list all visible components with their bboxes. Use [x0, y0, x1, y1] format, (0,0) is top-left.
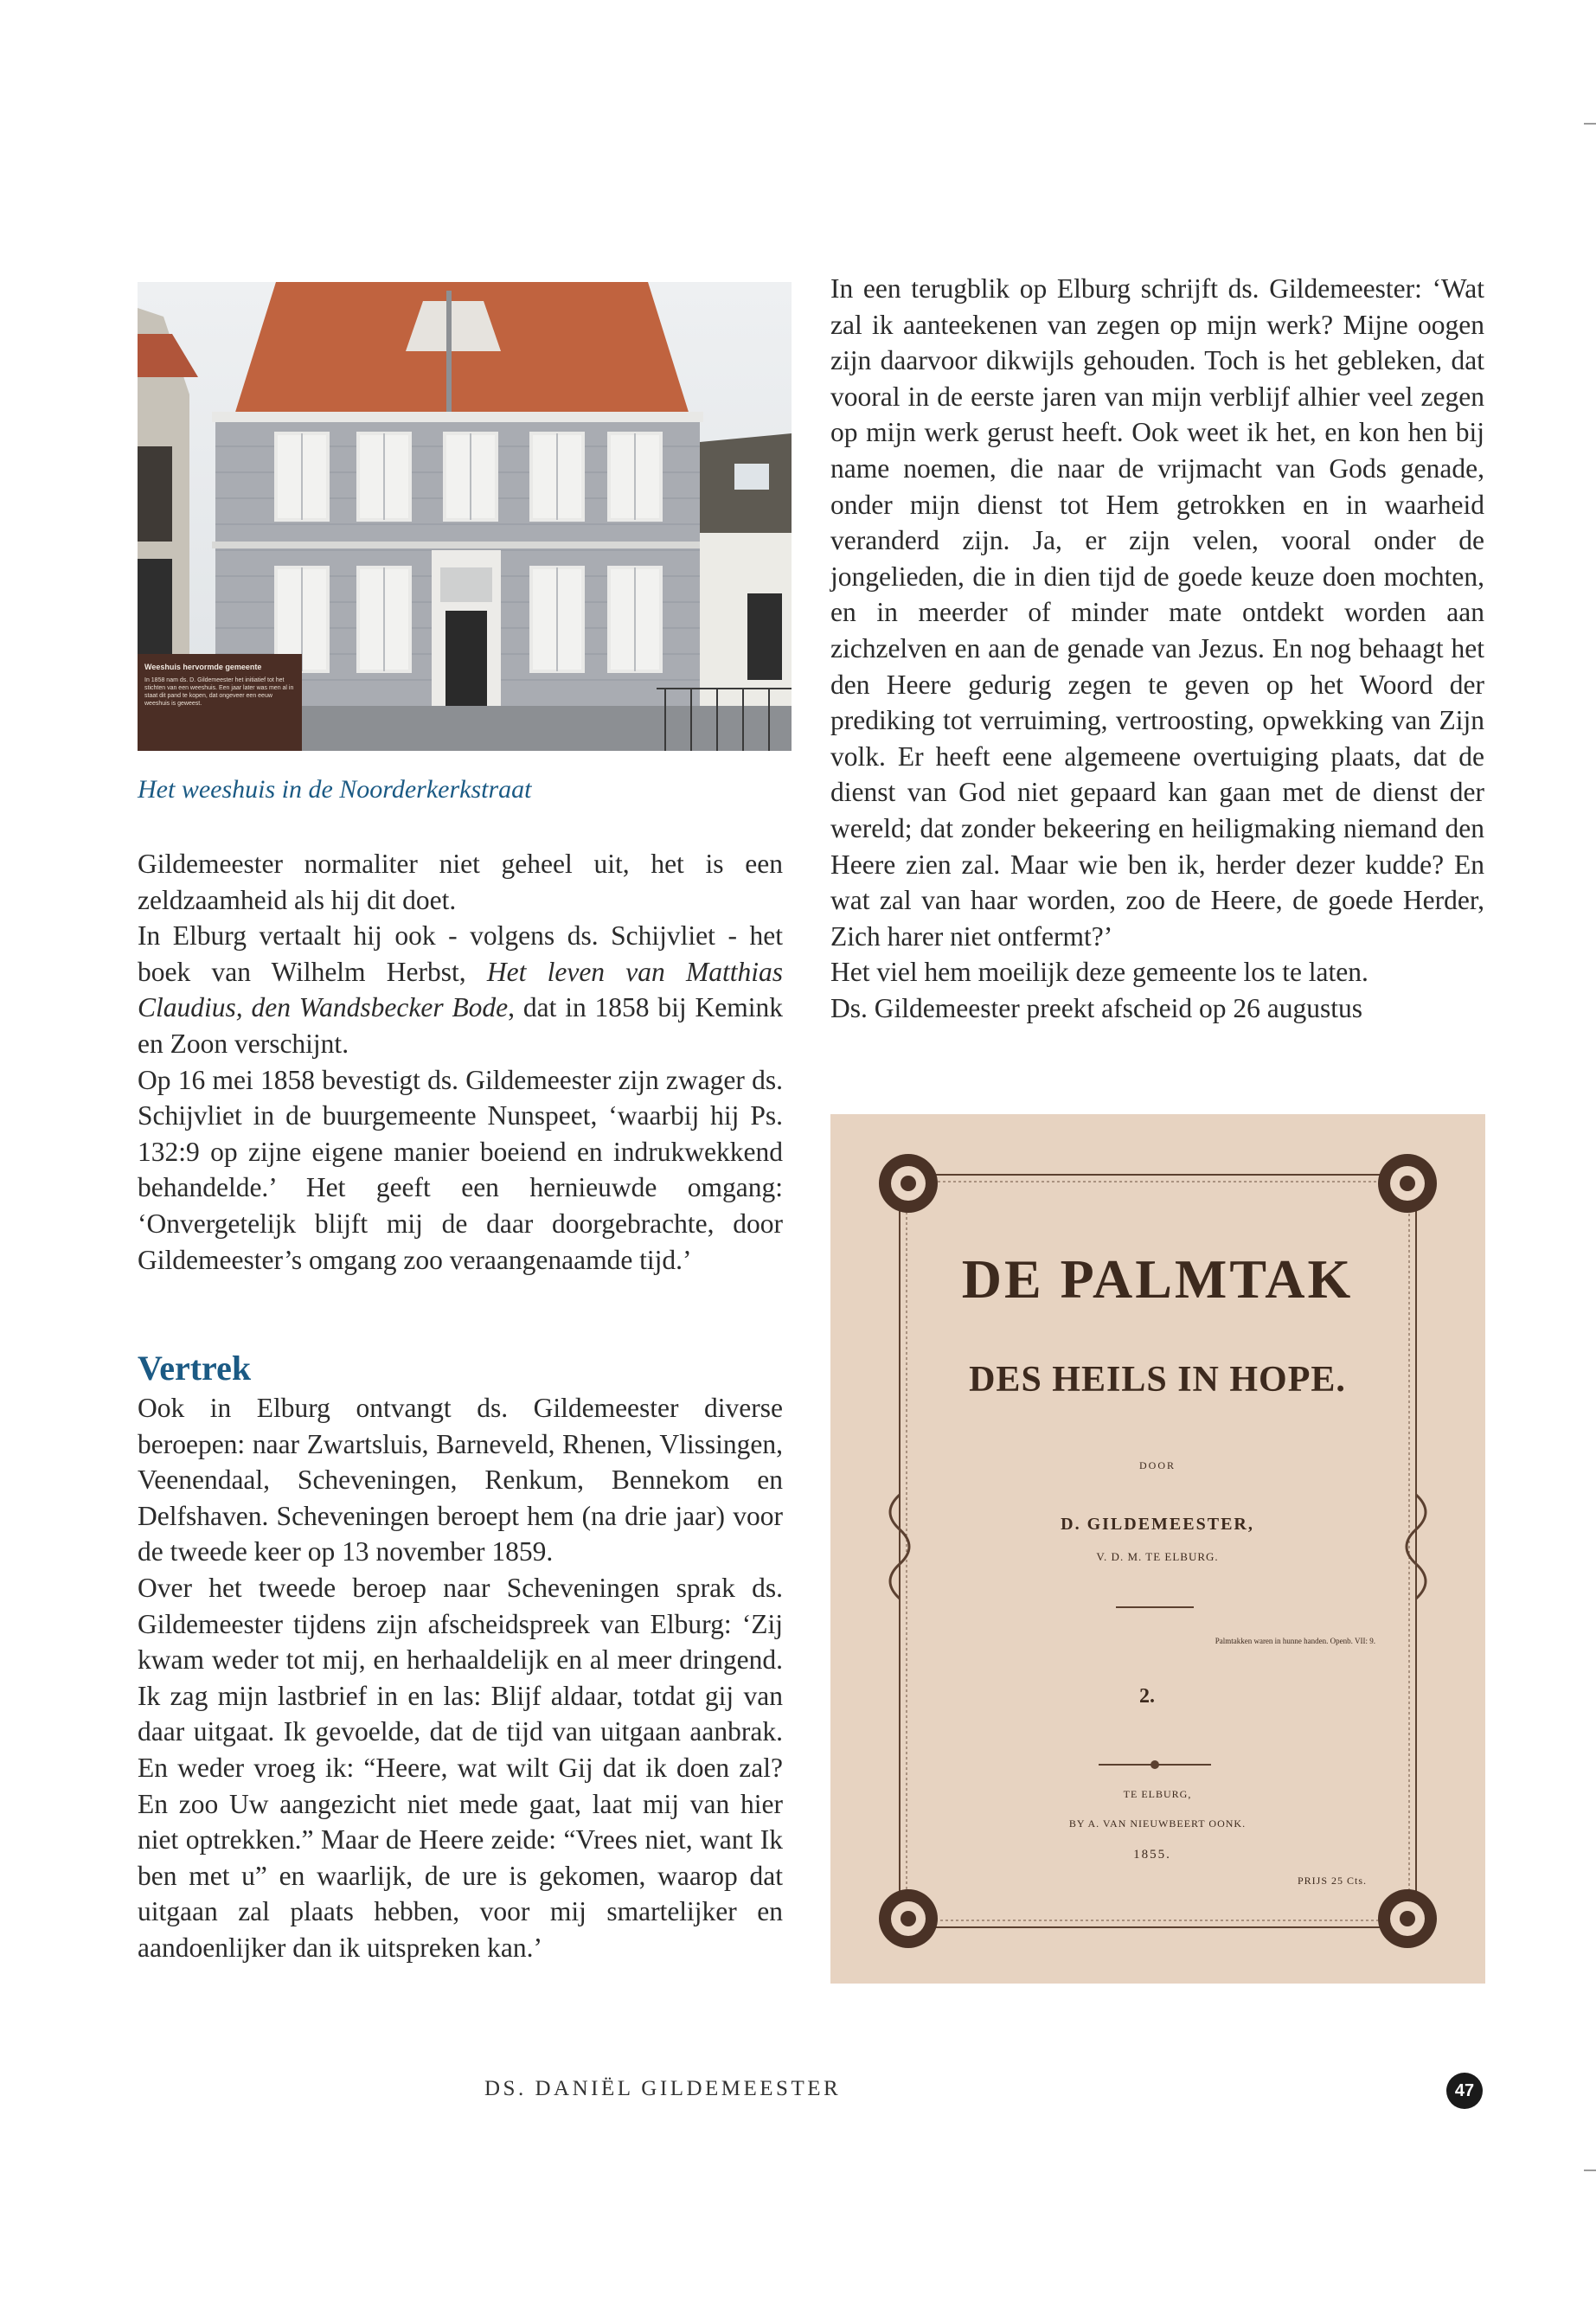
section-heading-vertrek: Vertrek: [138, 1349, 252, 1388]
paragraph: Het viel hem moeilijk deze gemeente los te laten.: [830, 957, 1368, 988]
paragraph: Ds. Gildemeester preekt afscheid op 26 augustus: [830, 992, 1362, 1023]
sign-text: In 1858 nam ds. D. Gildemeester het initiatief tot het stichten van een weeshuis. Een jaar later was men al in staat dit pand te kopen, dat ongeveer een eeuw weeshuis is geweest.: [144, 677, 294, 707]
weeshuis-photo: [138, 282, 792, 751]
palmtak-price: PRIJS 25 Cts.: [1297, 1875, 1368, 1887]
palmtak-quote: Palmtakken waren in hunne handen. Openb. VII: 9.: [1215, 1637, 1375, 1645]
sign-title: Weeshuis hervormde gemeente: [144, 663, 262, 671]
crop-mark: [1584, 123, 1596, 125]
right-column: [830, 271, 1484, 1026]
left-column-vertrek: [138, 1390, 783, 1966]
paragraph: Gildemeester normaliter niet geheel uit, het is een zeldzaamheid als hij dit doet.: [138, 849, 783, 915]
paragraph: Ook in Elburg ontvangt ds. Gildemeester diverse beroepen: naar Zwartsluis, Barneveld, Rhenen, Vlissingen, Veenendaal, Scheveningen, Renkum, Bennekom en Delfshaven. Scheveningen beroept hem (na drie jaar) voor de tweede keer op 13 november 1859.: [138, 1393, 783, 1567]
de-palmtak-title-page: [830, 1114, 1485, 1984]
palmtak-subtitle: DES HEILS IN HOPE.: [969, 1360, 1346, 1400]
divider-ornament-icon: [1151, 1760, 1159, 1769]
paragraph: Op 16 mei 1858 bevestigt ds. Gildemeester zijn zwager ds. Schijvliet in de buurgemeente Nunspeet, ‘waarbij hij Ps. 132:9 op zijne eigene manier boeiend en indrukwekkend behandelde.’ Het geeft een hernieuwde omgang: ‘Onvergetelijk blijft mij de daar doorgebrachte, door Gildemeester’s omgang zoo veraangenaamde tijd.’: [138, 1064, 783, 1275]
palmtak-year: 1855.: [1133, 1848, 1171, 1862]
paragraph: In Elburg vertaalt hij ook - volgens ds. Schijvliet - het boek van Wilhelm Herbst, Het leven van Matthias Claudius, den Wandsbecker Bode, dat in 1858 bij Kemink en Zoon verschijnt.: [138, 920, 783, 1059]
palmtak-author-role: V. D. M. TE ELBURG.: [1096, 1550, 1219, 1563]
palmtak-number: 2.: [1139, 1685, 1155, 1708]
palmtak-door: DOOR: [1138, 1459, 1176, 1471]
paragraph: In een terugblik op Elburg schrijft ds. Gildemeester: ‘Wat zal ik aanteekenen van zegen op mijn werk? Mijne oogen zijn daarvoor dikwijls gehouden. Toch is het gebleken, dat vooral in de eerste jaren van mijn verblijf alhier veel zegen op mijn werk gerust heeft. Ook weet ik het, en kon hen bij name noemen, die naar de vrijmacht van Gods genade, onder mijn dienst tot Hem getrokken en in waarheid veranderd zijn. Ja, er zijn velen, vooral onder de jongelieden, die in dien tijd de goede keuze doen mochten, en in meerder of minder mate ontdekt worden aan zichzelven en aan de genade van Jezus. En nog behaagt het den Heere gedurig zegen te geven op het Woord der prediking tot verruiming, vertroosting, opwekking van Zijn volk. Er heeft eene algemeene overtuiging plaats, dat de dienst van God niet gepaard kan gaan met de dienst der wereld; dat zonder bekeering en heiligmaking niemand den Heere zien zal. Maar wie ben ik, herder dezer kudde? En wat zal van haar worden, zoo de Heere, de goede Herder, Zich harer niet ontfermt?’: [830, 273, 1484, 952]
photo-caption: Het weeshuis in de Noorderkerkstraat: [138, 775, 532, 804]
crop-mark: [1584, 2170, 1596, 2171]
palmtak-publisher: BY A. VAN NIEUWBEERT OONK.: [1068, 1817, 1247, 1830]
palmtak-place: TE ELBURG,: [1123, 1788, 1192, 1800]
paragraph: Over het tweede beroep naar Scheveningen sprak ds. Gildemeester tijdens zijn afscheidspreek van Elburg: ‘Zij kwam weder tot mij, en herhaaldelijk en al meer dringend. Ik zag mijn lastbrief in en las: Blijf aldaar, totdat gij van daar uitgaat. Ik gevoelde, dat de tijd van uitgaan aanbrak. En weder vroeg ik: “Heere, wat wilt Gij dat ik doen zal? En zoo Uw aangezicht niet mede gaat, laat mij van hier niet optrekken.” Maar de Heere zeide: “Vrees niet, want Ik ben met u” en waarlijk, de ure is gekomen, waarop dat uitgaan zal plaats hebben, voor mij smartelijker en aandoenlijker dan ik uitspreken kan.’: [138, 1572, 783, 1963]
palmtak-title: DE PALMTAK: [961, 1248, 1354, 1310]
page-number: 47: [1446, 2073, 1483, 2109]
running-footer-title: DS. DANIËL GILDEMEESTER: [484, 2077, 842, 2100]
left-column-intro: [138, 846, 783, 1278]
palmtak-author: D. GILDEMEESTER,: [1061, 1515, 1254, 1534]
book-title: Het leven van Matthias Claudius, den Wandsbecker Bode: [138, 956, 783, 1023]
